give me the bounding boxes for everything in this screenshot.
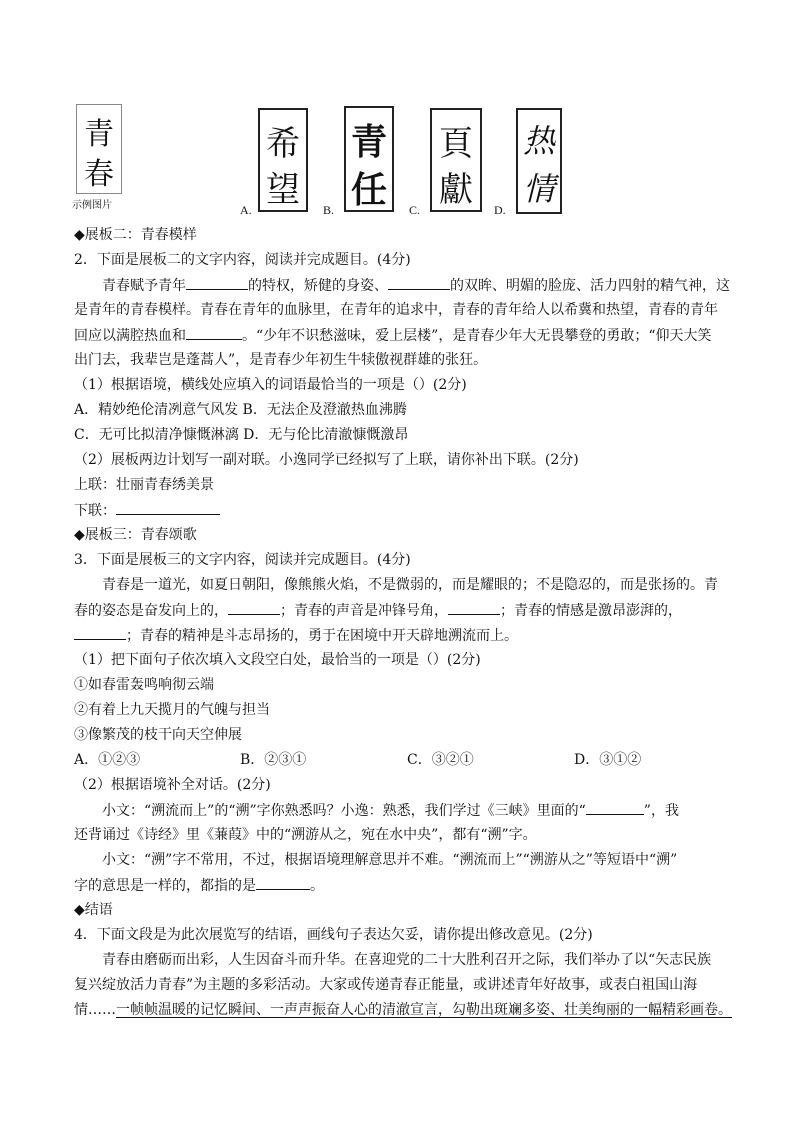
option-c-char-2: 獻 [439, 170, 473, 210]
conclusion-para-line2: 复兴绽放活力青春”为主题的多彩活动。大家或传递青春正能量，或讲述青年好故事，或表白祖国山海 [74, 977, 698, 993]
option-a-char-2: 望 [266, 170, 300, 210]
example-caption: 示例图片 [72, 200, 112, 211]
q2-stem: 2．下面是展板二的文字内容，阅读并完成题目。(4分) [74, 252, 411, 268]
sentence-2: ②有着上九天揽月的气魄与担当 [74, 702, 270, 718]
board2-heading: ◆展板二：青春模样 [74, 227, 197, 243]
sentence-1: ①如春雷轰鸣响彻云端 [74, 677, 214, 693]
example-char-2: 春 [84, 157, 114, 192]
blank-4 [228, 600, 280, 615]
q3-option-a: A．①②③ [74, 752, 141, 768]
dialog-line4: 字的意思是一样的，都指的是 。 [74, 875, 324, 896]
q2-sub1: （1）根据语境，横线处应填入的词语最恰当的一项是（）(2分) [74, 377, 467, 393]
q3-option-c: C．③②① [407, 752, 474, 768]
blank-7[interactable] [586, 800, 644, 815]
board2-para-line1: 青春赋予青年 的特权，矫健的身姿、 的双眸、明媚的脸庞、活力四射的精气神，这 [102, 275, 730, 296]
dialog-line2: 还背诵过《诗经》里《蒹葭》中的“溯游从之，宛在水中央”，都有“溯”字。 [74, 827, 537, 843]
blank-2 [388, 275, 450, 290]
conclusion-para-line3: 情……一帧帧温暖的记忆瞬间、一声声振奋人心的清澈宣言，勾勒出斑斓多姿、壮美绚丽的一幅精彩画卷。 [74, 1002, 732, 1018]
option-b-char-2: 任 [350, 169, 387, 211]
option-b-label: B. [323, 203, 335, 217]
blank-1 [186, 275, 248, 290]
board3-para-line2: 春的姿态是奋发向上的， ；青春的声音是冲锋号角， ；青春的情感是激昂澎湃的， [74, 600, 682, 621]
q3-option-b: B．②③① [240, 752, 307, 768]
blank-8[interactable] [256, 875, 310, 890]
q2-options-ab: A．精妙绝伦清冽意气风发 B．无法企及澄澈热血沸腾 [74, 402, 407, 418]
q3-option-d: D．③①② [574, 752, 642, 768]
conclusion-para-line1: 青春由磨砺而出彩，人生因奋斗而升华。在喜迎党的二十大胜利召开之际，我们举办了以“矢志民族 [102, 952, 712, 968]
lower-couplet-blank[interactable] [116, 500, 220, 515]
q2-sub2: （2）展板两边计划写一副对联。小逸同学已经拟写了上联，请你补出下联。(2分) [74, 452, 579, 468]
option-b-char-1: 青 [350, 121, 387, 163]
board3-para-line1: 青春是一道光，如夏日朝阳，像熊熊火焰，不是微弱的，而是耀眼的；不是隐忍的，而是张扬的。青 [102, 577, 718, 593]
blank-5 [448, 600, 500, 615]
board2-para-line2: 是青年的青春模样。青春在青年的血脉里，在青年的追求中，青春的青年给人以希冀和热望，青春的青年 [74, 302, 718, 318]
underlined-sentence: 一帧帧温暖的记忆瞬间、一声声振奋人心的清澈宣言，勾勒出斑斓多姿、壮美绚丽的一幅精彩画卷。 [116, 1002, 732, 1018]
option-a-seal [258, 108, 308, 212]
option-a-label: A. [240, 203, 252, 217]
option-c-char-1: 頁 [439, 124, 473, 164]
q2-options-cd: C．无可比拟清净慷慨淋漓 D．无与伦比清澈慷慨激昂 [74, 427, 409, 443]
conclusion-heading: ◆结语 [74, 902, 113, 918]
q3-stem: 3．下面是展板三的文字内容，阅读并完成题目。(4分) [74, 552, 411, 568]
option-c-seal [430, 108, 482, 212]
q3-sub1: （1）把下面句子依次填入文段空白处，最恰当的一项是（）(2分) [74, 652, 481, 668]
option-a-char-1: 希 [266, 124, 300, 164]
board2-para-line3: 回应以满腔热血和 。“少年不识愁滋味，爱上层楼”，是青春少年大无畏攀登的勇敢；“仰天大笑 [74, 325, 711, 346]
sentence-3: ③像繁茂的枝干向天空伸展 [74, 727, 242, 743]
example-seal-frame [76, 104, 122, 194]
option-b-seal [344, 106, 394, 212]
q4-stem: 4．下面文段是为此次展览写的结语，画线句子表达欠妥，请你提出修改意见。(2分) [74, 927, 593, 943]
example-char-1: 青 [84, 117, 114, 152]
blank-3 [186, 325, 242, 340]
option-d-label: D. [494, 203, 506, 217]
dialog-line1: 小文：“溯流而上”的“溯”字你熟悉吗？小逸：熟悉，我们学过《三峡》里面的“ ”，我 [102, 800, 679, 821]
upper-couplet: 上联：壮丽青春绣美景 [74, 477, 214, 493]
option-c-label: C. [409, 203, 421, 217]
option-d-char-2: 情 [522, 170, 555, 208]
board2-para-line4: 出门去，我辈岂是蓬蒿人”，是青春少年初生牛犊傲视群雄的张狂。 [74, 352, 488, 368]
dialog-line3: 小文：“溯”字不常用，不过，根据语境理解意思并不难。“溯流而上”“溯游从之”等短语中“溯” [102, 852, 678, 868]
blank-6 [74, 625, 126, 640]
option-d-char-1: 热 [522, 122, 555, 160]
lower-couplet: 下联： [74, 500, 220, 521]
board3-heading: ◆展板三：青春颂歌 [74, 527, 197, 543]
q3-sub2: （2）根据语境补全对话。(2分) [74, 777, 271, 793]
option-d-seal [516, 108, 562, 214]
board3-para-line3: ；青春的精神是斗志昂扬的，勇于在困境中开天辟地溯流而上。 [74, 625, 518, 646]
